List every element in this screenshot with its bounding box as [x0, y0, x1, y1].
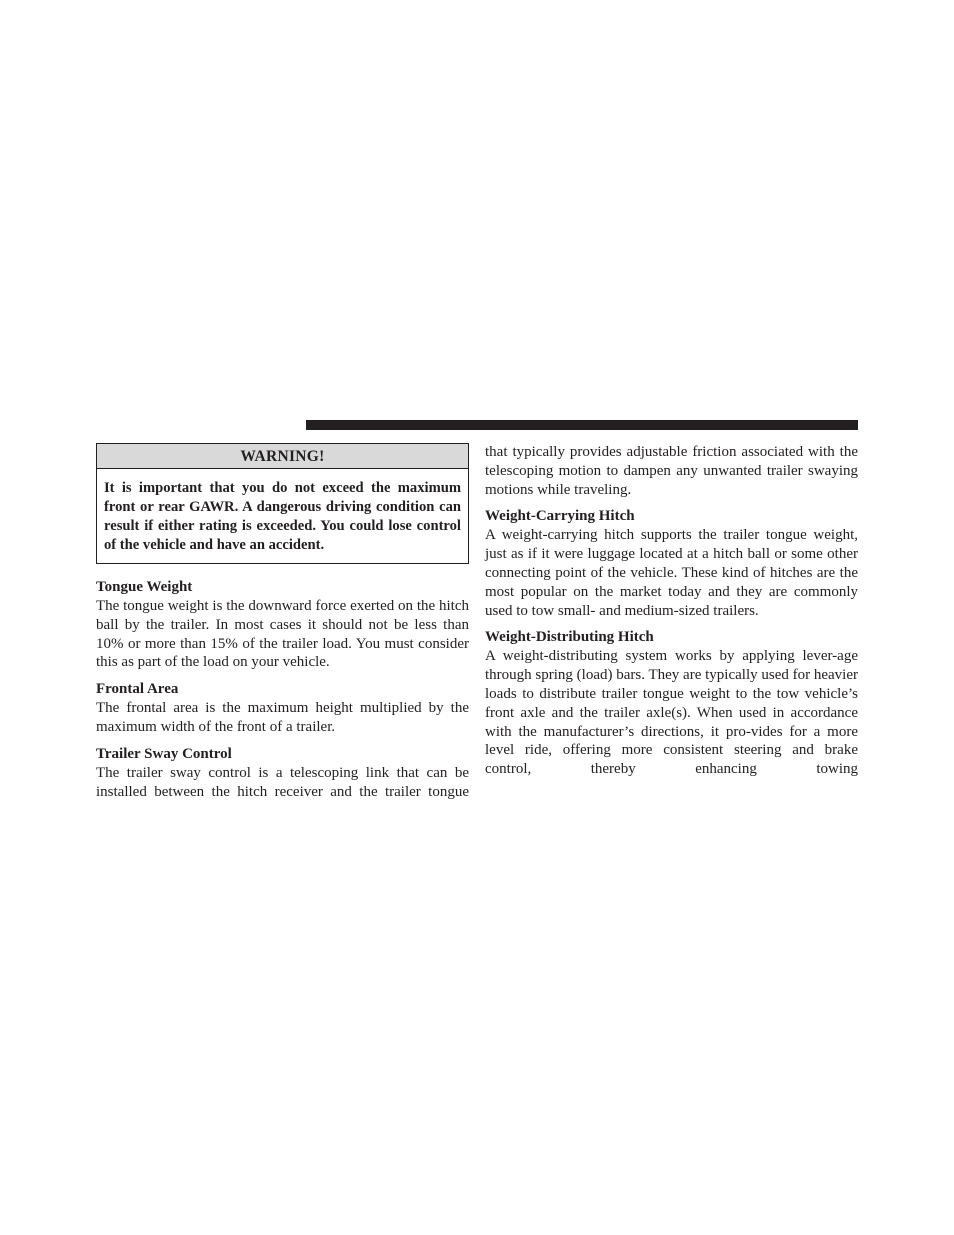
section-body: The trailer sway control is a telescoping link that can be installed between the hitch receiver and the trailer tongue	[96, 764, 469, 800]
section-body: The frontal area is the maximum height multiplied by the maximum width of the front of a trailer.	[96, 700, 469, 735]
section-heading: Frontal Area	[96, 681, 179, 698]
section-frontal-area	[96, 680, 469, 737]
continued-paragraph: that typically provides adjustable friction associated with the telescoping motion to dampen any unwanted trailer swaying motions while traveling.	[485, 444, 858, 498]
warning-title: WARNING!	[97, 444, 468, 469]
section-heading: Weight-Distributing Hitch	[485, 629, 654, 646]
left-column	[96, 443, 469, 809]
warning-box	[96, 443, 469, 564]
section-heading: Tongue Weight	[96, 579, 193, 595]
right-column	[485, 443, 858, 787]
header-rule	[306, 420, 858, 430]
section-weight-carrying-hitch	[485, 507, 858, 620]
section-heading: Trailer Sway Control	[96, 745, 232, 762]
warning-text: It is important that you do not exceed the maximum front or rear GAWR. A dangerous driving condition can result if either rating is exceeded. You could lose control of the vehicle and have an accident.	[104, 480, 461, 553]
section-weight-distributing-hitch	[485, 628, 858, 779]
section-body: A weight-carrying hitch supports the trailer tongue weight, just as if it were luggage located at a hitch ball or some other connecting point of the vehicle. These kind of hitches are the most popular on the market today and they are commonly used to tow small- and medium-sized trailers.	[485, 527, 858, 619]
section-body: A weight-distributing system works by applying lever-age through spring (load) bars. They are typically used for heavier loads to distribute trailer tongue weight to the tow vehicle’s front axle and the trailer axle(s). When used in accordance with the manufacturer’s directions, it pro-vides for a more level ride, offering more consistent steering and brake control, thereby enhancing towing	[485, 648, 858, 778]
section-body: The tongue weight is the downward force exerted on the hitch ball by the trailer. In most cases it should not be less than 10% or more than 15% of the trailer load. You must consider this as part of the load on your vehicle.	[96, 598, 469, 671]
section-heading: Weight-Carrying Hitch	[485, 508, 635, 525]
section-trailer-sway-control	[96, 745, 469, 802]
section-tongue-weight	[96, 578, 469, 672]
